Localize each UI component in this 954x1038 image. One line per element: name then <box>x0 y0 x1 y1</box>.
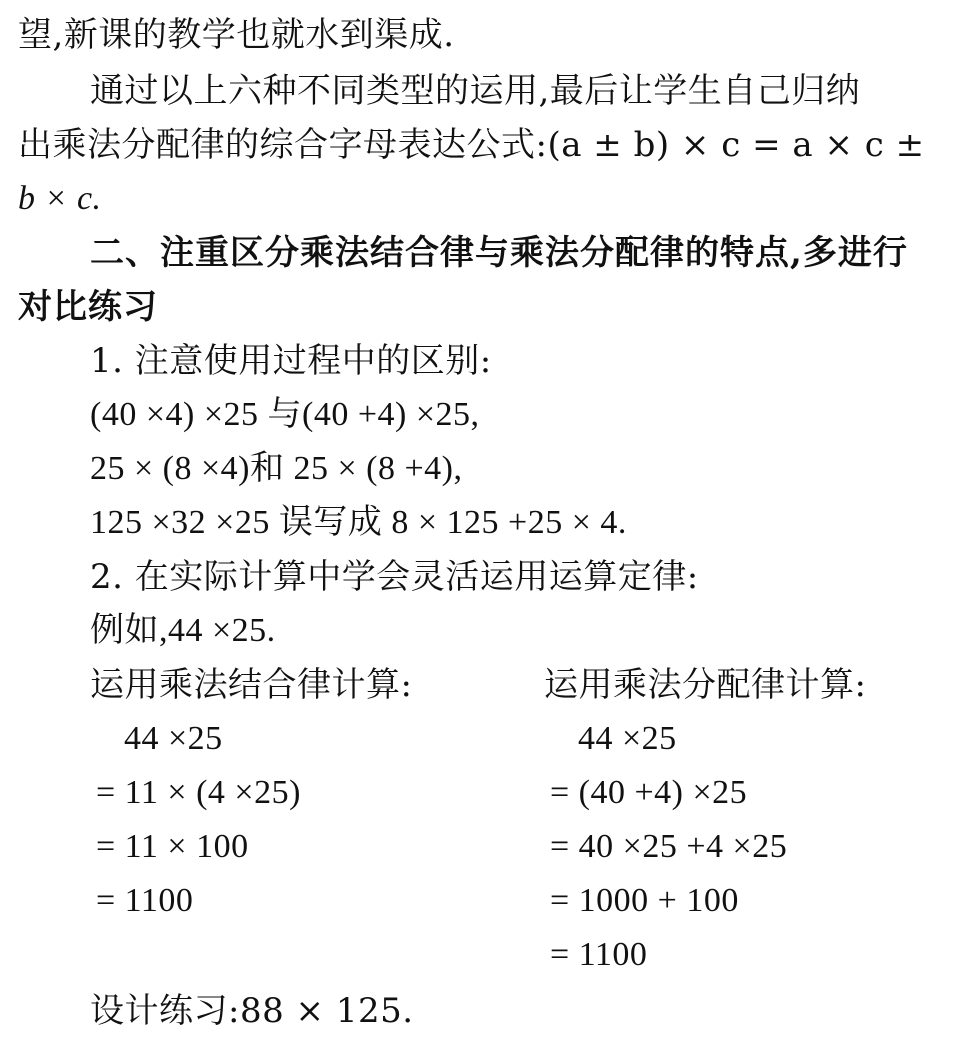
paragraph1-line1: 望,新课的教学也就水到渠成. <box>18 15 455 55</box>
left-calc-label: 运用乘法结合律计算: <box>90 665 413 705</box>
right-calc-line: = 1000 + 100 <box>550 882 739 919</box>
item2-title: 2. 在实际计算中学会灵活运用运算定律: <box>90 557 699 597</box>
right-calc-line: 44 ×25 <box>578 720 677 757</box>
practice-text: 设计练习:88 × 125. <box>90 991 414 1031</box>
paragraph2-line1: 通过以上六种不同类型的运用,最后让学生自己归纳 <box>90 71 861 111</box>
left-calc-line: = 1100 <box>96 882 194 919</box>
item2-example: 例如,44 ×25. <box>90 612 276 649</box>
right-calc-line: = 40 ×25 +4 ×25 <box>550 828 788 865</box>
item1-title: 1. 注意使用过程中的区别: <box>90 341 492 381</box>
left-calc-line: 44 ×25 <box>124 720 223 757</box>
right-calc-label: 运用乘法分配律计算: <box>544 665 867 705</box>
paragraph2-line2: 出乘法分配律的综合字母表达公式:(a ± b) × c = a × c ± <box>18 125 925 165</box>
right-calc-line: = 1100 <box>550 936 648 973</box>
right-calc-line: = (40 +4) ×25 <box>550 774 748 811</box>
section-heading-line2: 对比练习 <box>18 287 158 327</box>
item1-line3: 125 ×32 ×25 误写成 8 × 125 +25 × 4. <box>90 504 627 541</box>
paragraph2-line3: b × c. <box>18 180 102 217</box>
left-calc-line: = 11 × 100 <box>96 828 249 865</box>
left-calc-line: = 11 × (4 ×25) <box>96 774 301 811</box>
item1-line1: (40 ×4) ×25 与(40 +4) ×25, <box>90 396 480 433</box>
section-heading-line1: 二、注重区分乘法结合律与乘法分配律的特点,多进行 <box>90 233 908 273</box>
item1-line2: 25 × (8 ×4)和 25 × (8 +4), <box>90 450 463 487</box>
